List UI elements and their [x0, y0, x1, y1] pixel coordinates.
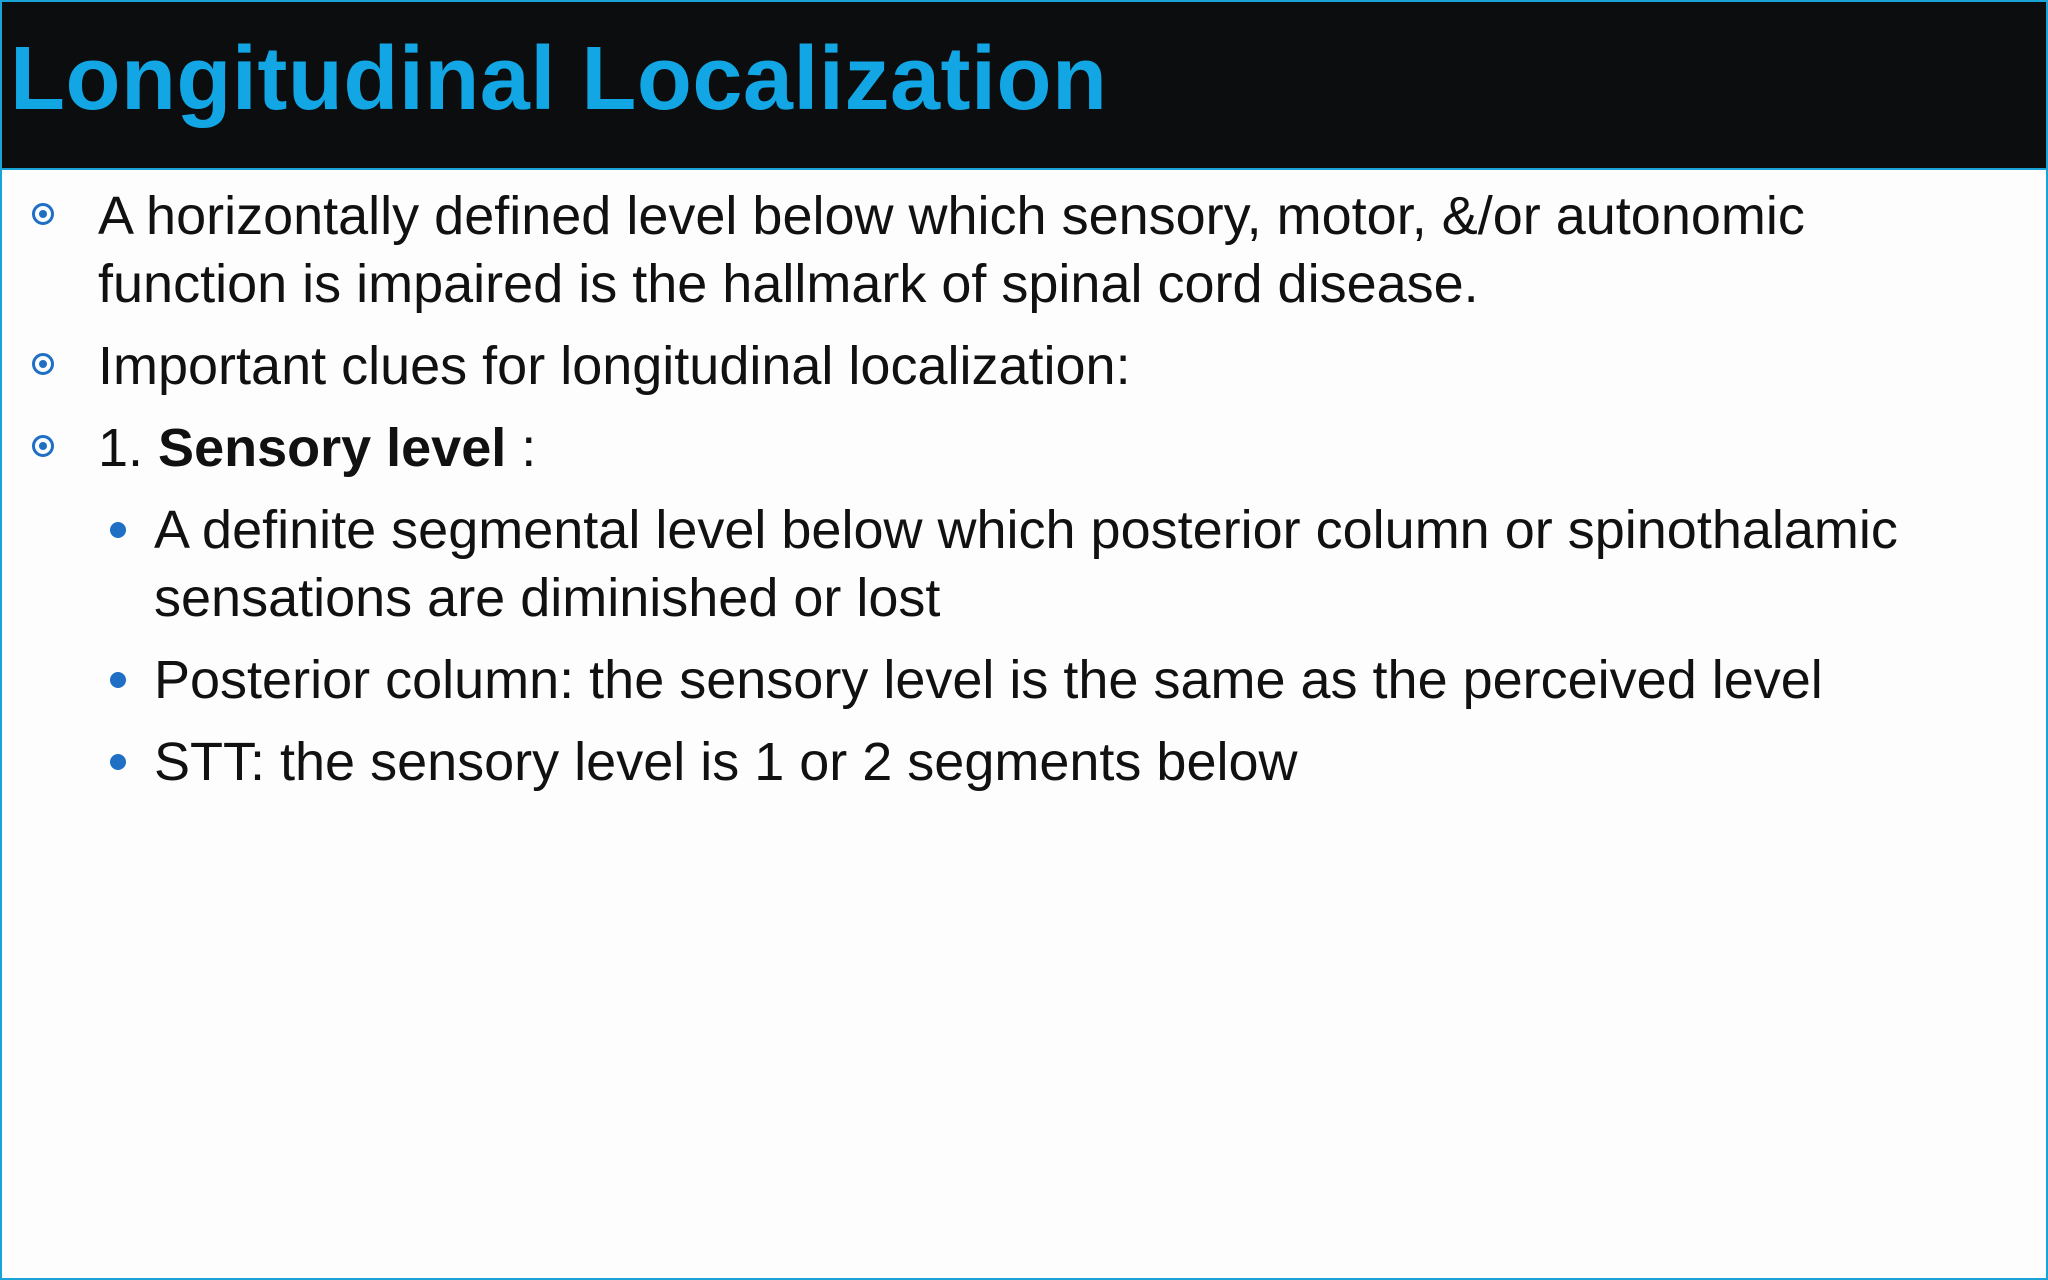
sub-bullet-text: Posterior column: the sensory level is the same as the perceived level [154, 650, 1823, 710]
bullet-suffix: : [506, 418, 537, 478]
bullet-prefix: 1. [98, 418, 159, 478]
filled-circle-icon [110, 672, 126, 688]
circled-dot-icon [32, 203, 54, 225]
bullet-text: Important clues for longitudinal localization: [98, 336, 1131, 396]
circled-dot-icon [32, 353, 54, 375]
filled-circle-icon [110, 522, 126, 538]
bullet-item [2, 182, 2046, 318]
bullet-text: A horizontally defined level below which sensory, motor, &/or autonomic function is impaired is the hallmark of spinal cord disease. [98, 186, 1805, 314]
slide-content [2, 182, 2046, 810]
title-bar [2, 2, 2046, 170]
bullet-item [2, 332, 2046, 400]
sub-bullet-text: A definite segmental level below which posterior column or spinothalamic sensations are diminished or lost [154, 500, 1898, 628]
sub-bullet-item [2, 728, 2046, 796]
slide-title: Longitudinal Localization [10, 29, 1108, 129]
bullet-item [2, 414, 2046, 482]
filled-circle-icon [110, 754, 126, 770]
sub-bullet-item [2, 646, 2046, 714]
sub-bullet-text: STT: the sensory level is 1 or 2 segments below [154, 732, 1298, 792]
circled-dot-icon [32, 435, 54, 457]
sub-bullet-item [2, 496, 2046, 632]
bullet-bold-term: Sensory level [158, 418, 507, 478]
